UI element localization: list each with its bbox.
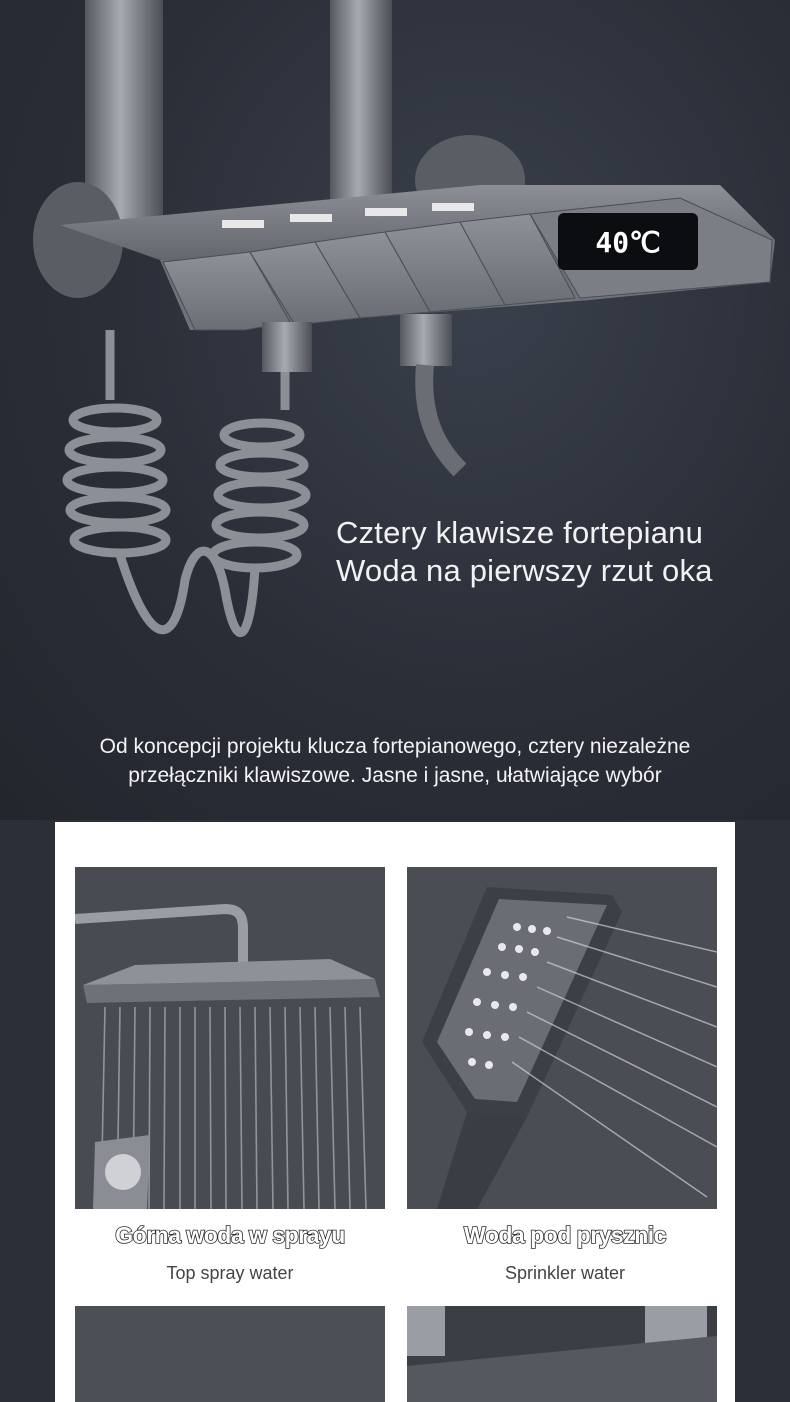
feature-description <box>20 732 770 790</box>
modes-card <box>55 822 735 1402</box>
mode-1-subtitle: Top spray water <box>166 1263 294 1283</box>
rain-shower-head-photo <box>75 867 385 1209</box>
temperature-readout: 40℃ <box>595 226 661 259</box>
mode-1-title: Górna woda w sprayu <box>115 1222 345 1248</box>
mode-2-title: Woda pod prysznic <box>464 1222 666 1248</box>
description-line-2: przełączniki klawiszowe. Jasne i jasne, ułatwiające wybór <box>128 764 662 787</box>
coiled-pipe-icon <box>67 330 306 633</box>
tagline-line-2: Woda na pierwszy rzut oka <box>336 553 713 588</box>
tagline <box>336 514 713 590</box>
description-line-1: Od koncepcji projektu klucza fortepianowego, cztery niezależne <box>99 735 691 758</box>
tagline-line-1: Cztery klawisze fortepianu <box>336 515 704 550</box>
mode-4-photo <box>407 1306 717 1402</box>
mode-3-photo <box>75 1306 385 1402</box>
mode-2-subtitle: Sprinkler water <box>504 1263 626 1283</box>
hand-shower-photo <box>407 867 717 1209</box>
